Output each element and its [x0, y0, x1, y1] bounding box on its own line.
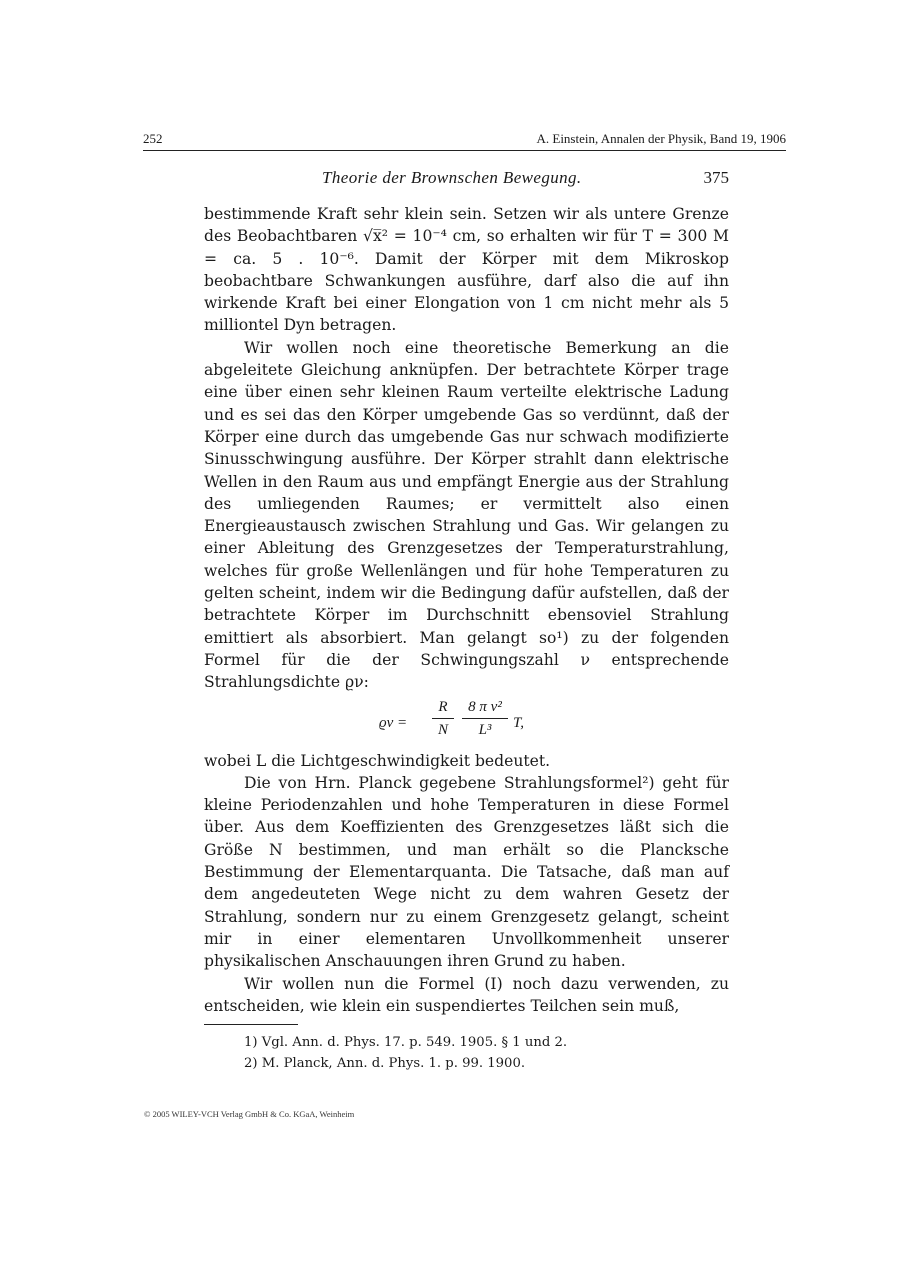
formula-frac1-numerator: R [432, 696, 454, 719]
footnote-1: 1) Vgl. Ann. d. Phys. 17. p. 549. 1905. § 1 und 2. [244, 1035, 568, 1050]
page-number: 375 [703, 168, 729, 187]
running-source: A. Einstein, Annalen der Physik, Band 19, 1906 [536, 131, 786, 146]
formula-frac2-denominator: L³ [478, 721, 492, 738]
formula-tail: T, [513, 714, 524, 731]
paragraph-5: Wir wollen nun die Formel (I) noch dazu verwenden, zu entscheiden, wie klein ein suspendiertes Teilchen sein muß, [204, 974, 729, 1015]
running-header [143, 128, 786, 151]
page-title: Theorie der Brownschen Bewegung. [322, 168, 582, 187]
copyright-notice: © 2005 WILEY-VCH Verlag GmbH & Co. KGaA, Weinheim [144, 1109, 355, 1119]
page-header [204, 168, 729, 192]
formula-frac2-numerator: 8 π ν² [462, 696, 508, 719]
formula-frac1-denominator: N [437, 721, 448, 738]
running-page-number: 252 [143, 131, 163, 146]
footnote-divider [204, 1024, 298, 1025]
radiation-density-formula [204, 696, 729, 746]
paragraph-4: Die von Hrn. Planck gegebene Strahlungsformel²) geht für kleine Periodenzahlen und hohe Temperaturen in diese Formel über. Aus dem Koeffizienten des Grenzgesetzes läßt sich die Größe N bestimmen, und man erhält so die Plancksche Bestimmung der Elementarquanta. Die Tatsache, daß man auf dem angedeuteten Wege nicht zu dem wahren Gesetz der Strahlung, sondern nur zu einem Grenzgesetz gelangt, scheint mir in einer elementaren Unvollkommenheit unserer physikalischen Anschauungen ihren Grund zu haben. [204, 773, 729, 971]
formula-fraction-2 [462, 696, 508, 742]
article-body [204, 203, 729, 1017]
paragraph-2: Wir wollen noch eine theoretische Bemerkung an die abgeleitete Gleichung anknüpfen. Der betrachtete Körper trage eine über einen sehr kleinen Raum verteilte elektrische Ladung und es sei das den Körper umgebende Gas so verdünnt, daß der Körper eine durch das umgebende Gas nur schwach modifizierte Sinusschwingung ausführe. Der Körper strahlt dann elektrische Wellen in den Raum aus und empfängt Energie aus der Strahlung des umliegenden Raumes; er vermittelt also einen Energieaustausch zwischen Strahlung und Gas. Wir gelangen zu einer Ableitung des Grenzgesetzes der Temperaturstrahlung, welches für große Wellenlängen und für hohe Temperaturen zu gelten scheint, indem wir die Bedingung dafür aufstellen, daß der betrachtete Körper im Durchschnitt ebensoviel Strahlung emittiert als absorbiert. Man gelangt so¹) zu der folgenden Formel für die der Schwingungszahl ν entsprechende Strahlungsdichte ϱν: [204, 338, 729, 692]
paragraph-1: bestimmende Kraft sehr klein sein. Setzen wir als untere Grenze des Beobachtbaren √x̅² = 10⁻⁴ cm, so erhalten wir für T = 300 M = ca. 5 . 10⁻⁶. Damit der Körper mit dem Mikroskop beobachtbare Schwankungen ausführe, darf also die auf ihn wirkende Kraft bei einer Elongation von 1 cm nicht mehr als 5 milliontel Dyn betragen. [204, 205, 729, 335]
paragraph-3: wobei L die Lichtgeschwindigkeit bedeutet. [204, 751, 551, 770]
formula-lhs: ϱν = [379, 714, 408, 731]
formula-fraction-1 [432, 696, 454, 742]
footnote-2: 2) M. Planck, Ann. d. Phys. 1. p. 99. 1900. [244, 1056, 526, 1071]
